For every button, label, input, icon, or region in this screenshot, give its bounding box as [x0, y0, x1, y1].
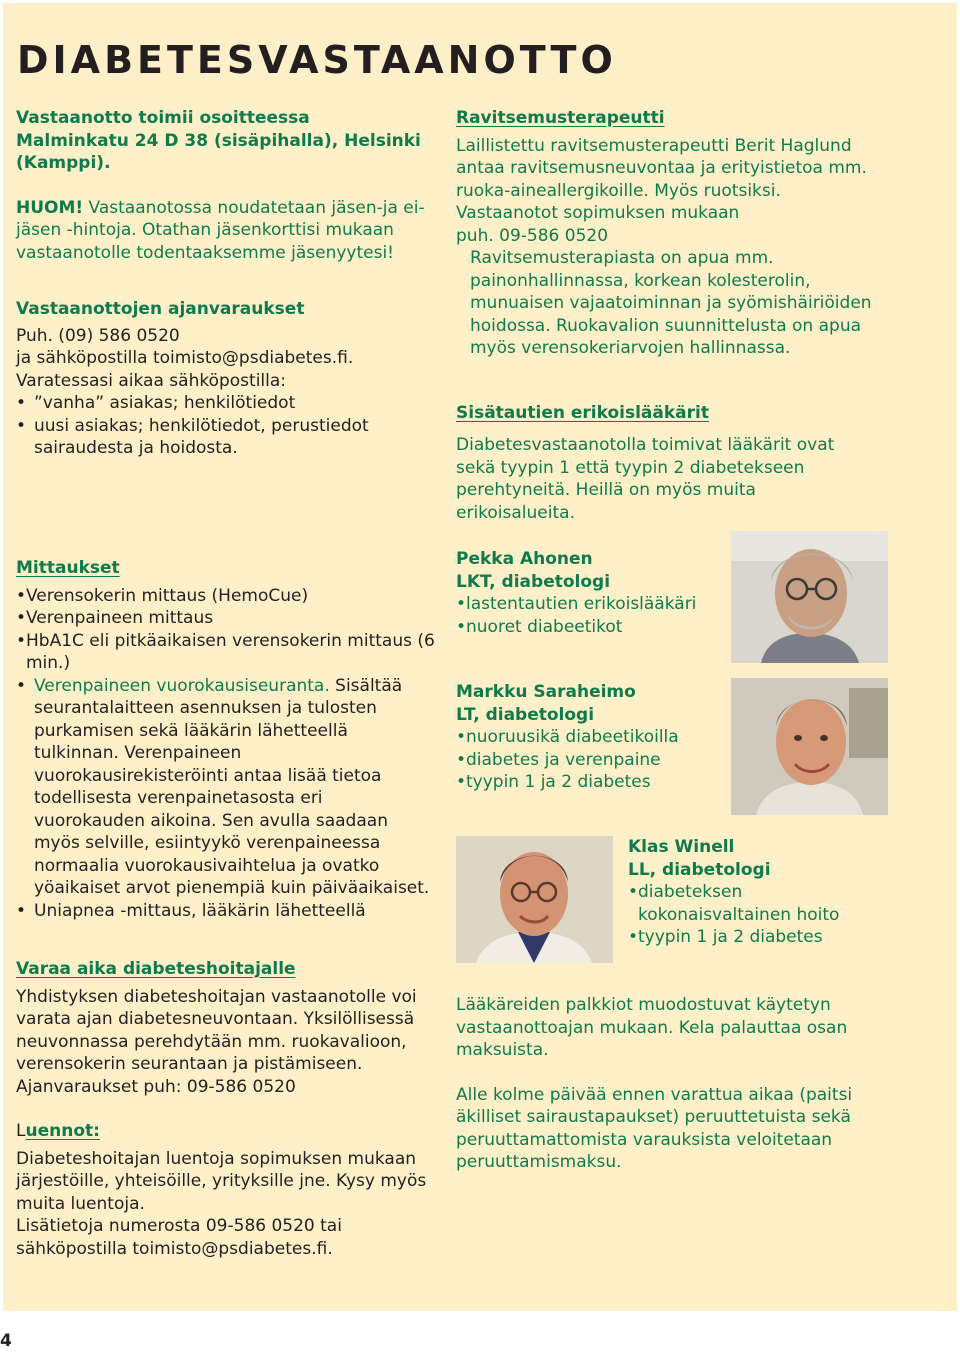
doctor-photo-saraheimo: [731, 678, 888, 815]
doctor-name: Markku Saraheimo: [456, 682, 636, 702]
doctor-name: Pekka Ahonen: [456, 549, 593, 569]
measurement-item-bp: [16, 675, 436, 900]
lectures-heading: [16, 1120, 436, 1143]
booking-list-item: • uusi asiakas; henkilötiedot, perustiedot sairaudesta ja hoidosta.: [16, 415, 426, 460]
huom-text: Vastaanotossa noudatetaan jäsen-ja ei-jäsen -hintoja. Otathan jäsenkorttisi mukaan vastaanotolle todentaaksemme jäsenyytesi!: [16, 197, 425, 263]
booking-heading: Vastaanottojen ajanvaraukset: [16, 299, 305, 319]
doctor-specialty: • diabetes ja verenpaine: [456, 749, 726, 772]
doctor-title: LT, diabetologi: [456, 704, 595, 725]
nutrition-phone: puh. 09-586 0520: [456, 225, 609, 246]
measurements-list: [16, 585, 436, 923]
doctor-specialties: [456, 593, 726, 638]
fees-text: Lääkäreiden palkkiot muodostuvat käytetyn vastaanottoajan mukaan. Kela palauttaa osan maksuista.: [456, 995, 848, 1060]
doctor-specialty: • diabeteksen kokonaisvaltainen hoito: [628, 881, 888, 926]
lectures-heading-initial: L: [16, 1121, 26, 1141]
specialists-text: Diabetesvastaanotolla toimivat lääkärit ovat sekä tyypin 1 että tyypin 2 diabetekseen perehtyneitä. Heillä on myös muita erikoisalueita.: [456, 435, 835, 523]
nurse-heading: Varaa aika diabeteshoitajalle: [16, 959, 296, 979]
doctor-photo-ahonen: [731, 531, 888, 663]
doctor-name: Klas Winell: [628, 837, 735, 857]
measurement-item: • Verenpaineen mittaus: [16, 607, 436, 630]
measurement-item: • Verensokerin mittaus (HemoCue): [16, 585, 436, 608]
doctor-specialty: • lastentautien erikoislääkäri: [456, 593, 726, 616]
doctor-specialties: [628, 881, 888, 949]
intro-address: Vastaanotto toimii osoitteessa Malminkatu 24 D 38 (sisäpihalla), Helsinki (Kamppi).: [16, 108, 421, 173]
doctor-photo-winell: [456, 836, 613, 963]
measurements-heading: Mittaukset: [16, 558, 120, 578]
doctor-specialties: [456, 726, 726, 794]
specialists-heading: Sisätautien erikoislääkärit: [456, 402, 709, 423]
page-title: DIABETESVASTAANOTTO: [17, 38, 617, 82]
right-column-bottom: [456, 994, 876, 1174]
nutrition-heading: Ravitsemusterapeutti: [456, 108, 665, 128]
doctor-title: LKT, diabetologi: [456, 571, 611, 592]
nutrition-text: Laillistettu ravitsemusterapeutti Berit Haglund antaa ravitsemusneuvontaa ja erityistietoa mm. ruoka-aineallergikoille. Myös ruotsiksi.: [456, 135, 867, 201]
measurement-item: • Uniapnea -mittaus, lääkärin lähetteellä: [16, 900, 436, 923]
doctor-specialty: • tyypin 1 ja 2 diabetes: [456, 771, 726, 794]
nurse-text: Yhdistyksen diabeteshoitajan vastaanotolle voi varata ajan diabetesneuvontaan. Yksilöllisessä neuvonnassa perehdytään mm. ruokavalioon, verensokerin seurantaan ja pistämiseen.: [16, 986, 417, 1074]
doctor-specialty: • tyypin 1 ja 2 diabetes: [628, 926, 888, 949]
doctor-specialty: • nuoret diabeetikot: [456, 616, 726, 639]
measurement-item: • HbA1C eli pitkäaikaisen verensokerin mittaus (6 min.): [16, 630, 436, 675]
left-column-top: [16, 107, 426, 460]
bp-monitoring-text: Sisältää seurantalaitteen asennuksen ja tulosten purkamisen sekä lääkärin lähetteellä tulkinnan. Verenpaineen vuorokausirekisteröinti antaa lisää tietoa todellisesta verenpainetasosta eri vuorokauden aikoina. Sen avulla saadaan myös selville, esiintyykö verenpaineessa normaalia vuorokausivaihtelua ja ovatko yöaikaiset arvot pienempiä kuin päiväaikaiset.: [34, 675, 430, 898]
doctor-card-winell: [628, 836, 888, 949]
doctor-specialty: • nuoruusikä diabeetikoilla: [456, 726, 726, 749]
doctor-card-ahonen: [456, 548, 726, 638]
nurse-phone: Ajanvaraukset puh: 09-586 0520: [16, 1076, 296, 1097]
intro-membership-notice: [16, 197, 426, 265]
booking-email-instruction: Varatessasi aikaa sähköpostilla:: [16, 370, 287, 391]
cancellation-text: Alle kolme päivää ennen varattua aikaa (paitsi äkilliset sairaustapaukset) peruuttetuista sekä peruuttamattomista varauksista veloitetaan peruuttamismaksu.: [456, 1084, 853, 1172]
booking-phone: Puh. (09) 586 0520: [16, 325, 180, 346]
page-number: 4: [0, 1331, 12, 1351]
huom-label: HUOM!: [16, 197, 84, 218]
doctor-title: LL, diabetologi: [628, 859, 771, 880]
booking-list: [16, 392, 426, 460]
doctor-card-saraheimo: [456, 681, 726, 794]
right-column-top: [456, 107, 876, 524]
lectures-text: Diabeteshoitajan luentoja sopimuksen mukaan järjestöille, yhteisöille, yrityksille jne. Kysy myös muita luentoja.: [16, 1148, 427, 1214]
lectures-heading-rest: uennot:: [25, 1121, 100, 1141]
left-column-bottom: [16, 557, 436, 1260]
nutrition-help: Ravitsemusterapiasta on apua mm. painonhallinnassa, korkean kolesterolin, munuaisen vajaatoiminnan ja syömishäiriöiden hoidossa. Ruokavalion suunnittelusta on apua myös verensokeriarvojen hallinnassa.: [470, 248, 872, 358]
lectures-contact: Lisätietoja numerosta 09-586 0520 tai sähköpostilla toimisto@psdiabetes.fi.: [16, 1216, 342, 1259]
bp-monitoring-title: Verenpaineen vuorokausiseuranta.: [34, 675, 330, 696]
booking-email: ja sähköpostilla toimisto@psdiabetes.fi.: [16, 348, 354, 368]
booking-list-item: • ”vanha” asiakas; henkilötiedot: [16, 392, 426, 415]
nutrition-appointments: Vastaanotot sopimuksen mukaan: [456, 203, 740, 223]
